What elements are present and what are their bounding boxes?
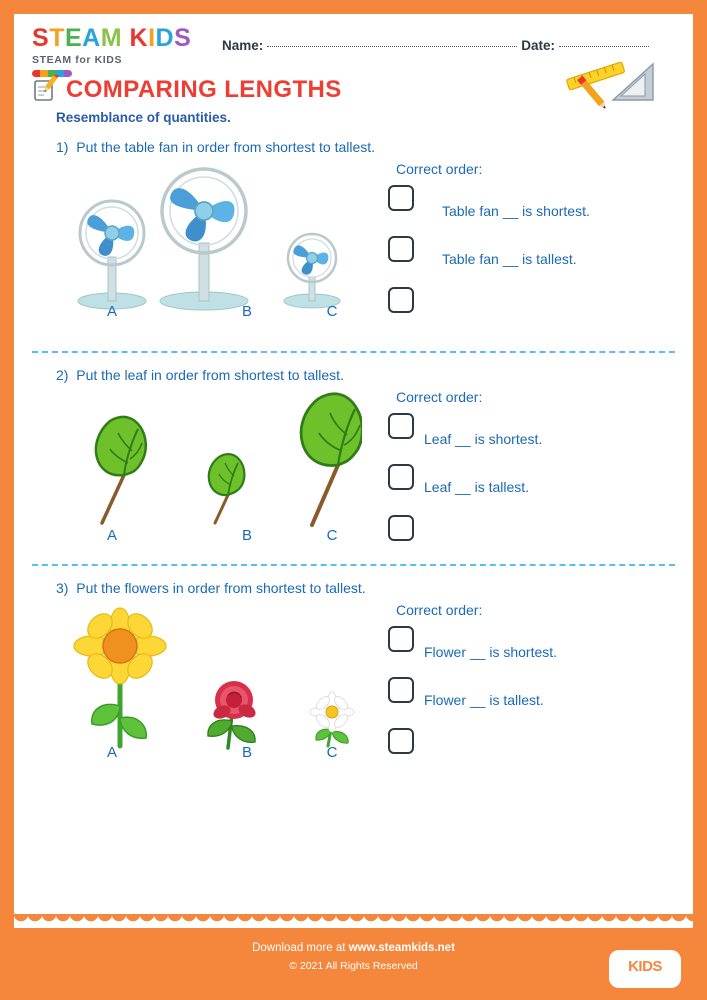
question-2-label-c: C (326, 527, 338, 544)
date-label: Date: (521, 38, 556, 53)
question-3-sentence-shortest: Flower __ is shortest. (424, 644, 558, 660)
page-border-left (0, 0, 14, 1000)
name-label: Name: (222, 38, 264, 53)
worksheet-content (14, 14, 693, 914)
ruler-set-square-pencil-icon (561, 48, 657, 114)
question-3-label-b: B (241, 744, 252, 761)
question-2-number: 2) (56, 367, 69, 383)
question-3-label-c: C (326, 744, 338, 761)
question-3-images (32, 596, 362, 776)
fan-c (284, 234, 340, 308)
leaf-a (96, 417, 146, 523)
question-2-label-b: B (241, 527, 252, 544)
order-box-3[interactable] (388, 728, 414, 754)
order-box-2[interactable] (388, 677, 414, 703)
page-footer (0, 928, 707, 1000)
page-title: COMPARING LENGTHS (66, 76, 342, 103)
order-box-2[interactable] (388, 236, 414, 262)
question-3-number: 3) (56, 580, 69, 596)
footer-copyright: © 2021 All Rights Reserved (289, 960, 418, 972)
question-3-order-boxes (388, 626, 414, 779)
question-3-labels (32, 744, 362, 761)
question-3-sentence-tallest: Flower __ is tallest. (424, 692, 544, 708)
question-1-label-a: A (106, 303, 117, 320)
question-1-number: 1) (56, 139, 69, 155)
question-1-labels (32, 303, 362, 320)
question-3-sentences (424, 644, 557, 740)
question-2-answers (362, 383, 675, 558)
question-1-answers (362, 155, 675, 345)
title-row (14, 66, 693, 108)
question-1-sentence-shortest: Table fan __ is shortest. (442, 203, 590, 219)
question-2-text (32, 353, 675, 383)
page-border-right (693, 0, 707, 1000)
question-2-prompt: Put the leaf in order from shortest to tallest. (76, 367, 344, 383)
fan-a (78, 201, 146, 309)
question-1-images (32, 155, 362, 345)
leaf-b (209, 454, 245, 523)
question-1-label-c: C (326, 303, 338, 320)
question-1-prompt: Put the table fan in order from shortest to tallest. (76, 139, 376, 155)
worksheet-subtitle: Resemblance of quantities. (56, 110, 231, 125)
question-1-sentences (442, 203, 590, 299)
question-2 (14, 353, 693, 558)
question-1-text (32, 125, 675, 155)
question-2-labels (32, 527, 362, 544)
question-2-sentences (424, 431, 542, 527)
page-border-top (0, 0, 707, 14)
badge-label: KIDS (628, 958, 662, 975)
question-3-answers (362, 596, 675, 776)
question-3-prompt: Put the flowers in order from shortest to tallest. (76, 580, 366, 596)
question-2-images (32, 383, 362, 558)
flower-a (74, 608, 166, 746)
fan-b (160, 169, 248, 310)
scalloped-edge (0, 914, 707, 928)
order-box-1[interactable] (388, 413, 414, 439)
question-2-sentence-shortest: Leaf __ is shortest. (424, 431, 543, 447)
order-box-1[interactable] (388, 185, 414, 211)
order-box-1[interactable] (388, 626, 414, 652)
question-2-sentence-tallest: Leaf __ is tallest. (424, 479, 530, 495)
question-3-text (32, 566, 675, 596)
question-3 (14, 566, 693, 776)
question-1 (14, 125, 693, 345)
leaf-c (301, 394, 362, 525)
footer-site-link[interactable]: www.steamkids.net (348, 942, 455, 954)
brand-logo-text: STEAM KIDS (32, 24, 192, 52)
name-input[interactable] (267, 46, 517, 47)
brand-tagline: STEAM for KIDS (32, 54, 123, 66)
question-1-correct-order-label: Correct order: (396, 161, 483, 177)
flower-c (310, 692, 354, 746)
question-2-correct-order-label: Correct order: (396, 389, 483, 405)
question-1-order-boxes (388, 185, 414, 338)
question-3-label-a: A (106, 744, 117, 761)
flower-b (208, 681, 258, 748)
pencil-icon (32, 75, 60, 105)
footer-download-line (0, 928, 707, 954)
question-1-label-b: B (241, 303, 252, 320)
footer-brand-badge (609, 950, 681, 988)
order-box-3[interactable] (388, 515, 414, 541)
date-input[interactable] (559, 46, 649, 47)
footer-download-text: Download more at (252, 942, 349, 954)
question-2-label-a: A (106, 527, 117, 544)
question-3-correct-order-label: Correct order: (396, 602, 483, 618)
order-box-3[interactable] (388, 287, 414, 313)
question-2-order-boxes (388, 413, 414, 566)
question-1-sentence-tallest: Table fan __ is tallest. (442, 251, 577, 267)
order-box-2[interactable] (388, 464, 414, 490)
